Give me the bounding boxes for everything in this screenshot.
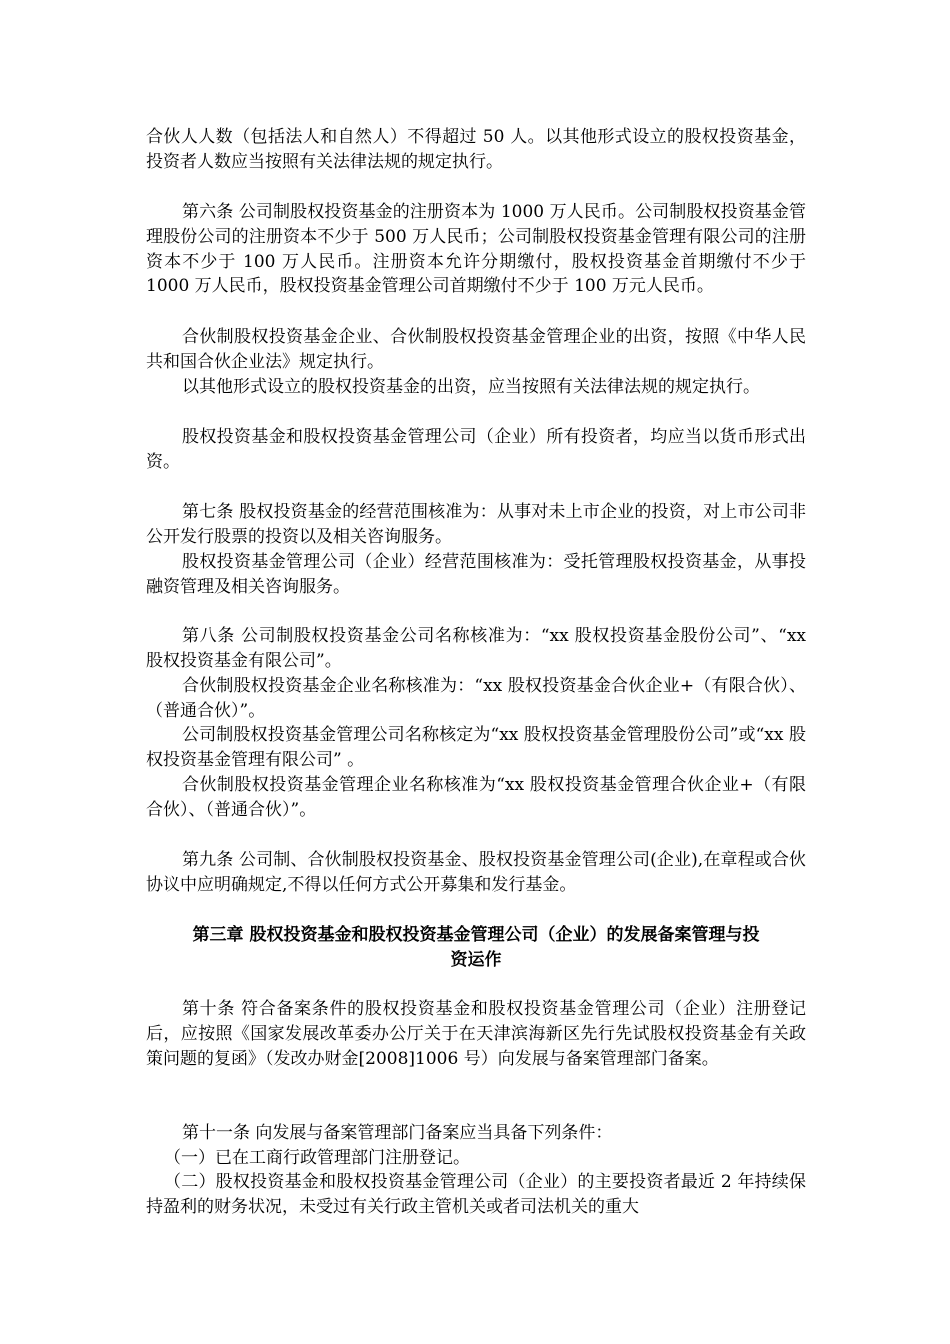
paragraph-article-11: 第十一条 向发展与备案管理部门备案应当具备下列条件： [182,1123,613,1143]
paragraph-condition-2: （二）股权投资基金和股权投资基金管理公司（企业）的主要投资者最近 2 年持续保持盈利的财务状况，未受过有关行政主管机关或者司法机关的重大 [146,1172,806,1217]
paragraph-article-10: 第十条 符合备案条件的股权投资基金和股权投资基金管理公司（企业）注册登记后，应按照《国家发展改革委办公厅关于在天津滨海新区先行先试股权投资基金有关政策问题的复函》（发改办财金[2008]1006 号）向发展与备案管理部门备案。 [146,999,806,1069]
paragraph-other-form-capital: 以其他形式设立的股权投资基金的出资，应当按照有关法律法规的规定执行。 [182,377,760,397]
paragraph-management-scope: 股权投资基金管理公司（企业）经营范围核准为：受托管理股权投资基金，从事投融资管理及相关咨询服务。 [146,552,806,597]
chapter-3-heading-line2: 资运作 [450,950,502,970]
paragraph-article-7: 第七条 股权投资基金的经营范围核准为：从事对未上市企业的投资，对上市公司非公开发行股票的投资以及相关咨询服务。 [146,502,806,547]
paragraph-management-company-name: 公司制股权投资基金管理公司名称核定为“xx 股权投资基金管理股份公司”或“xx 股权投资基金管理有限公司” 。 [146,725,806,770]
paragraph-article-8: 第八条 公司制股权投资基金公司名称核准为：“xx 股权投资基金股份公司”、“xx 股权投资基金有限公司”。 [146,626,806,671]
chapter-3-heading [146,923,806,973]
paragraph-partnership-name: 合伙制股权投资基金企业名称核准为：“xx 股权投资基金合伙企业+（有限合伙）、（普通合伙）”。 [146,676,806,721]
paragraph-partner-count: 合伙人人数（包括法人和自然人）不得超过 50 人。以其他形式设立的股权投资基金，投资者人数应当按照有关法律法规的规定执行。 [146,127,806,172]
paragraph-management-partnership-name: 合伙制股权投资基金管理企业名称核准为“xx 股权投资基金管理合伙企业+（有限合伙）、（普通合伙）”。 [146,775,806,820]
paragraph-currency-contribution: 股权投资基金和股权投资基金管理公司（企业）所有投资者，均应当以货币形式出资。 [146,427,806,472]
paragraph-partnership-capital: 合伙制股权投资基金企业、合伙制股权投资基金管理企业的出资，按照《中华人民共和国合伙企业法》规定执行。 [146,327,806,372]
paragraph-condition-1: （一）已在工商行政管理部门注册登记。 [164,1148,470,1168]
paragraph-article-6: 第六条 公司制股权投资基金的注册资本为 1000 万人民币。公司制股权投资基金管理股份公司的注册资本不少于 500 万人民币；公司制股权投资基金管理有限公司的注册资本不少于 100 万人民币。注册资本允许分期缴付，股权投资基金首期缴付不少于 1000 万人民币，股权投资基金管理公司首期缴付不少于 100 万元人民币。 [146,202,806,297]
paragraph-article-9: 第九条 公司制、合伙制股权投资基金、股权投资基金管理公司(企业),在章程或合伙协议中应明确规定,不得以任何方式公开募集和发行基金。 [146,850,806,895]
chapter-3-heading-line1: 第三章 股权投资基金和股权投资基金管理公司（企业）的发展备案管理与投 [192,925,760,945]
